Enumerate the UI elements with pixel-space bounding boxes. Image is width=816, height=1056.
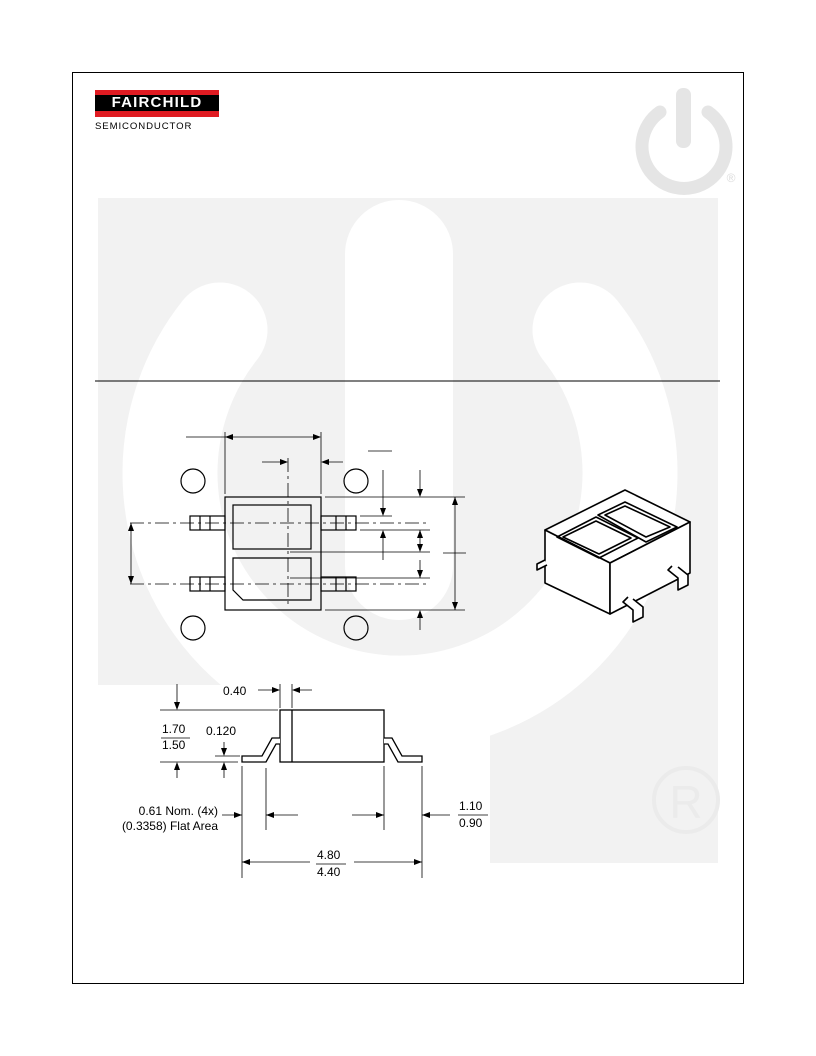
height-max-label: 1.70 bbox=[162, 722, 186, 736]
overall-max-label: 4.80 bbox=[317, 848, 341, 862]
overall-min-label: 4.40 bbox=[317, 865, 341, 879]
height-min-label: 1.50 bbox=[162, 738, 186, 752]
brand-subtitle: SEMICONDUCTOR bbox=[95, 121, 193, 132]
flat-note-line1: 0.61 Nom. (4x) bbox=[138, 804, 218, 818]
flat-note-line2: (0.3358) Flat Area bbox=[121, 819, 218, 833]
registered-mark: ® bbox=[726, 171, 736, 185]
lead-thickness-label: 0.120 bbox=[206, 724, 237, 738]
foot-max-label: 1.10 bbox=[459, 799, 483, 813]
foot-min-label: 0.90 bbox=[459, 816, 483, 830]
svg-text:R: R bbox=[669, 776, 703, 828]
lead-width-label: 0.40 bbox=[223, 684, 247, 698]
brand-name: FAIRCHILD bbox=[95, 95, 219, 111]
